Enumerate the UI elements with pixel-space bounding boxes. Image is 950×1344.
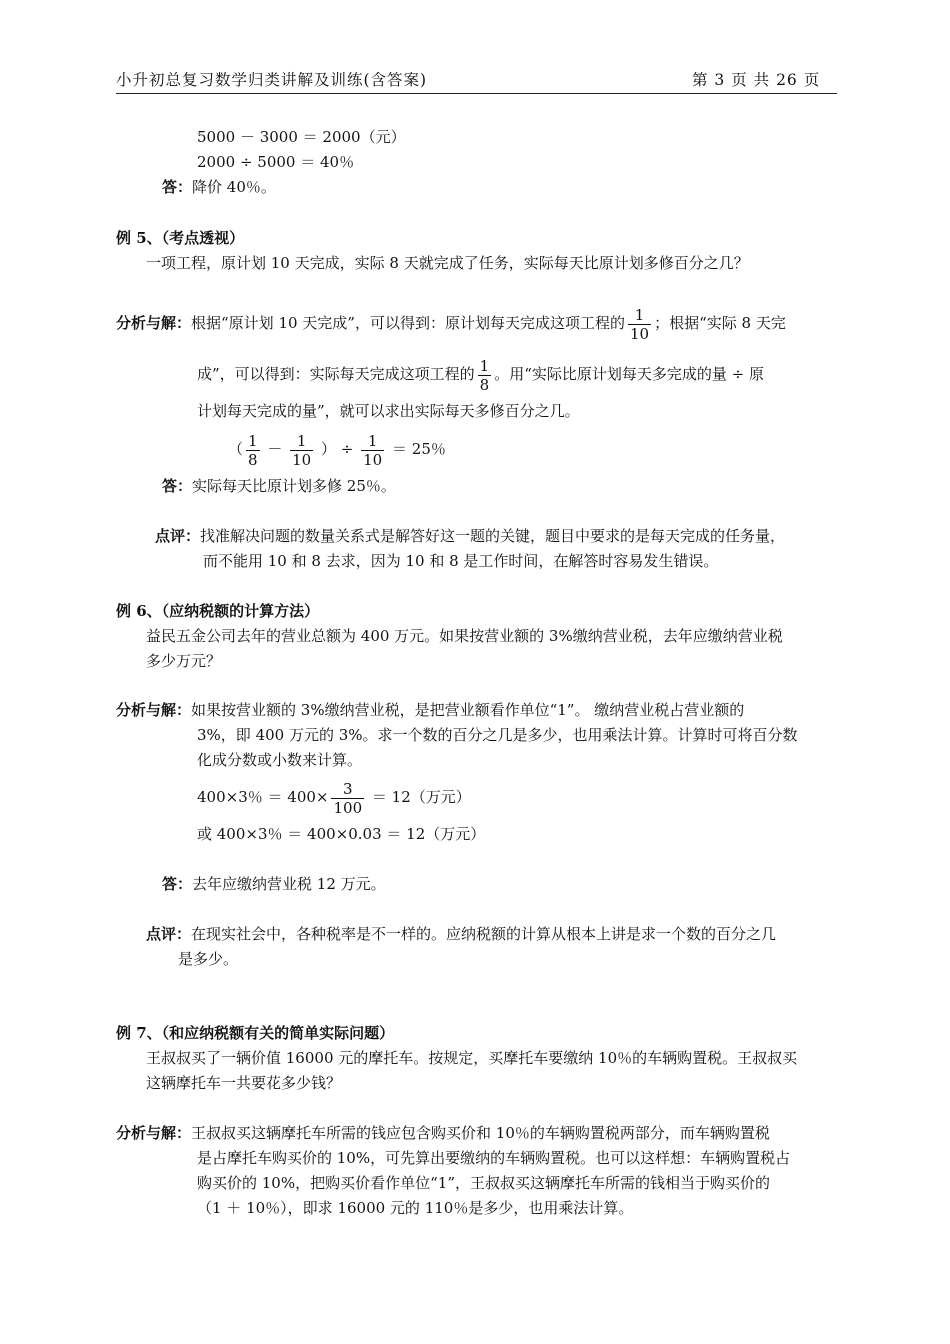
fraction-one-eighth (478, 357, 492, 394)
comment-text: 在现实社会中，各种税率是不一样的。应纳税额的计算从根本上讲是求一个数的百分之几 (191, 925, 777, 943)
numerator: 1 (479, 356, 490, 375)
numerator: 3 (343, 779, 353, 798)
ex6-analysis-line3: 化成分数或小数来计算。 (197, 751, 363, 769)
ex6-calc2: 或 400×3％ ＝ 400×0.03 ＝ 12（万元） (197, 825, 486, 843)
analysis-text: 王叔叔买这辆摩托车所需的钱应包含购买价和 10％的车辆购置税两部分，而车辆购置税 (191, 1124, 770, 1142)
comment-label: 点评： (155, 527, 201, 545)
calc-result: ＝ 12（万元） (371, 788, 471, 806)
ex7-analysis-line4: （1 ＋ 10％），即求 16000 元的 110％是多少，也用乘法计算。 (197, 1199, 634, 1217)
fraction-1-10-b (361, 432, 384, 469)
numerator: 1 (296, 431, 307, 450)
analysis-text: 成”，可以得到：实际每天完成这项工程的 (197, 365, 475, 383)
ex5-equation (228, 428, 446, 470)
ex6-question-line2: 多少万元？ (146, 652, 222, 670)
ex5-analysis-line3: 计划每天完成的量”，就可以求出实际每天多修百分之几。 (197, 402, 580, 420)
ex7-analysis-line1 (116, 1123, 770, 1143)
ex6-answer (162, 874, 386, 894)
analysis-text: 如果按营业额的 3%缴纳营业税，是把营业额看作单位“1”。 缴纳营业税占营业额的 (191, 701, 745, 719)
comment-text: 找准解决问题的数量关系式是解答好这一题的关键，题目中要求的是每天完成的任务量， (200, 527, 786, 545)
minus-sign: － (267, 440, 283, 458)
denominator: 100 (333, 798, 363, 817)
answer-text: 实际每天比原计划多修 25％。 (192, 477, 396, 495)
denominator: 10 (363, 450, 383, 469)
denominator: 8 (479, 375, 490, 394)
ex4-answer (162, 177, 276, 197)
ex6-question-line1: 益民五金公司去年的营业总额为 400 万元。如果按营业额的 3%缴纳营业税，去年应缴纳营业税 (146, 627, 783, 645)
ex7-question-line2: 这辆摩托车一共要花多少钱？ (146, 1074, 342, 1092)
analysis-text: 。用“实际比原计划每天多完成的量 ÷ 原 (494, 365, 764, 383)
analysis-label: 分析与解： (116, 1124, 192, 1142)
header-page-info: 第 3 页 共 26 页 (692, 71, 821, 89)
analysis-text: 根据“原计划 10 天完成”，可以得到：原计划每天完成这项工程的 (191, 314, 625, 332)
analysis-label: 分析与解： (116, 701, 192, 719)
numerator: 1 (634, 305, 645, 324)
fraction-1-8 (246, 432, 260, 469)
fraction-1-10 (290, 432, 313, 469)
ex6-analysis-line2: 3%，即 400 万元的 3%。求一个数的百分之几是多少，也用乘法计算。计算时可将百分数 (197, 726, 798, 744)
ex4-calc2: 2000 ÷ 5000 ＝ 40％ (197, 153, 355, 171)
paren-open: （ (228, 440, 244, 458)
answer-label: 答： (162, 477, 193, 495)
ex6-calc1 (197, 776, 471, 818)
calc-text: 400×3％ ＝ 400× (197, 788, 329, 806)
ex6-analysis-line1 (116, 700, 744, 720)
ex6-comment-line2: 是多少。 (178, 950, 239, 968)
denominator: 8 (248, 450, 258, 469)
comment-label: 点评： (146, 925, 192, 943)
answer-text: 降价 40％。 (192, 178, 276, 196)
ex6-comment-line1 (146, 924, 776, 944)
answer-label: 答： (162, 178, 193, 196)
header-rule (116, 93, 837, 94)
ex5-question: 一项工程，原计划 10 天完成，实际 8 天就完成了任务，实际每天比原计划多修百分之几？ (146, 254, 749, 272)
analysis-text: ；根据“实际 8 天完 (654, 314, 786, 332)
ex7-question-line1: 王叔叔买了一辆价值 16000 元的摩托车。按规定，买摩托车要缴纳 10％的车辆购置税。王叔叔买 (146, 1049, 798, 1067)
numerator: 1 (248, 431, 258, 450)
answer-text: 去年应缴纳营业税 12 万元。 (192, 875, 386, 893)
numerator: 1 (367, 431, 378, 450)
ex7-heading: 例 7、（和应纳税额有关的简单实际问题） (116, 1024, 395, 1042)
analysis-label: 分析与解： (116, 314, 192, 332)
ex5-heading: 例 5、（考点透视） (116, 229, 245, 247)
ex7-analysis-line2: 是占摩托车购买价的 10%，可先算出要缴纳的车辆购置税。也可以这样想：车辆购置税占 (197, 1149, 791, 1167)
denominator: 10 (629, 324, 650, 343)
ex5-comment-line1 (155, 526, 785, 546)
fraction-3-100 (331, 780, 364, 817)
ex5-analysis-line1 (116, 303, 786, 343)
ex6-heading: 例 6、（应纳税额的计算方法） (116, 602, 320, 620)
denominator: 10 (292, 450, 312, 469)
header-title: 小升初总复习数学归类讲解及训练(含答案) (116, 71, 428, 89)
paren-close-divide: ） ÷ (321, 440, 354, 458)
ex5-analysis-line2 (197, 354, 764, 394)
ex7-analysis-line3: 购买价的 10%，把购买价看作单位“1”，王叔叔买这辆摩托车所需的钱相当于购买价的 (197, 1174, 770, 1192)
fraction-one-tenth (628, 306, 651, 343)
answer-label: 答： (162, 875, 193, 893)
ex4-calc1: 5000 － 3000 ＝ 2000（元） (197, 128, 406, 146)
equation-result: ＝ 25％ (392, 440, 446, 458)
ex5-answer (162, 476, 396, 496)
ex5-comment-line2: 而不能用 10 和 8 去求，因为 10 和 8 是工作时间，在解答时容易发生错误。 (203, 552, 719, 570)
